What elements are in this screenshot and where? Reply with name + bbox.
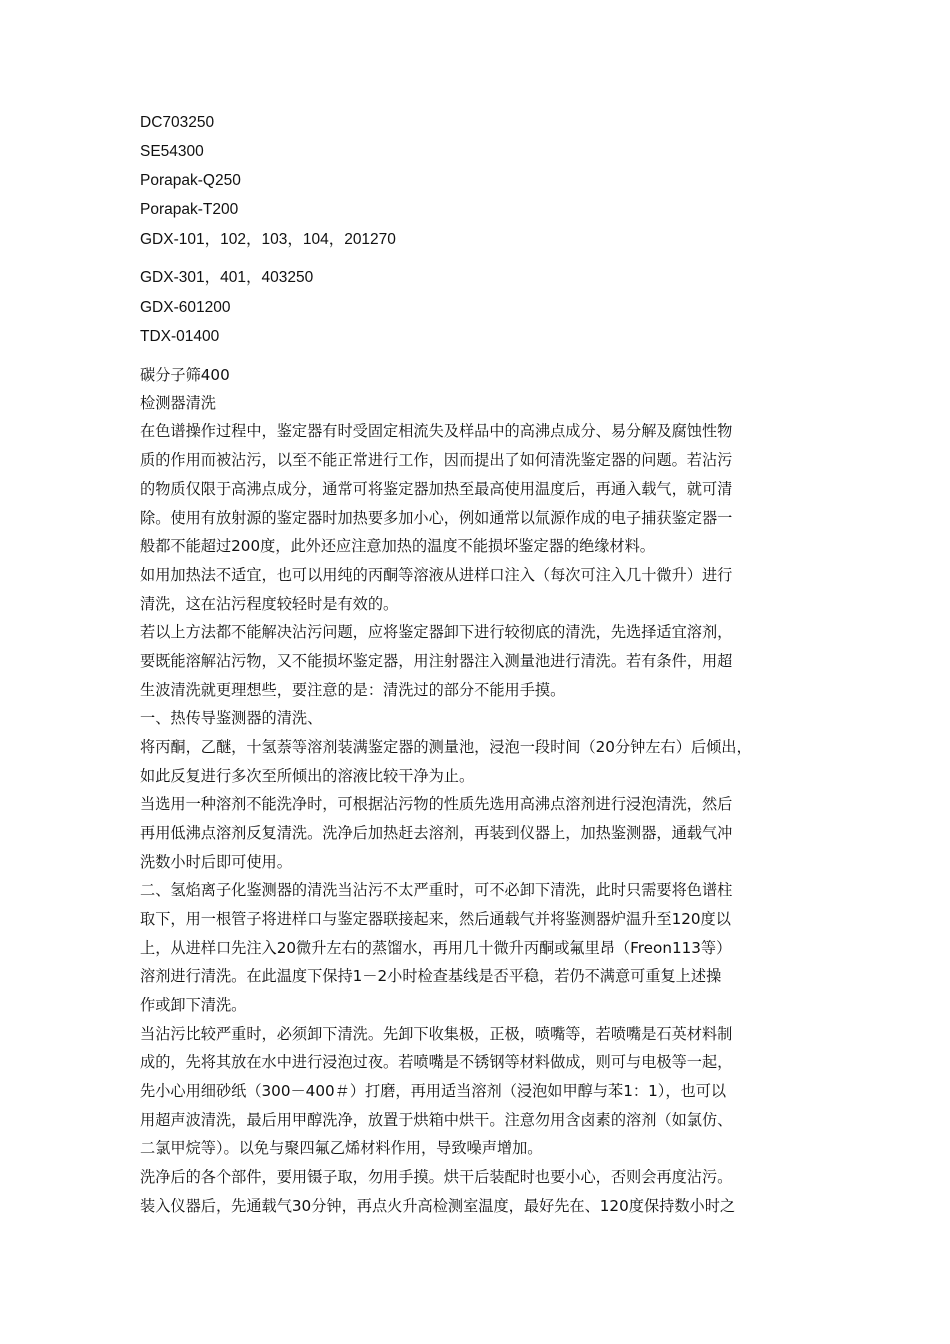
- paragraph-line: 洗数小时后即可使用。: [140, 853, 292, 871]
- paragraph-line: 要既能溶解沾污物，又不能损坏鉴定器，用注射器注入测量池进行清洗。若有条件，用超: [140, 652, 733, 670]
- paragraph-line: 除。使用有放射源的鉴定器时加热要多加小心，例如通常以氚源作成的电子捕获鉴定器一: [140, 509, 733, 527]
- paragraph-line: 如用加热法不适宜，也可以用纯的丙酮等溶液从进样口注入（每次可注入几十微升）进行: [140, 566, 733, 584]
- paragraph-line: 先小心用细砂纸（300－400＃）打磨，再用适当溶剂（浸泡如甲醇与苯1：1），也可以: [140, 1082, 727, 1100]
- section-heading: 一、热传导鉴测器的清洗、: [140, 709, 323, 727]
- text-line: GDX-101，102，103，104，201270: [140, 231, 396, 248]
- text-line: DC703250: [140, 114, 215, 131]
- paragraph-line: 再用低沸点溶剂反复清洗。洗净后加热赶去溶剂，再装到仪器上，加热鉴测器，通载气冲: [140, 824, 733, 842]
- paragraph-line: 洗净后的各个部件，要用镊子取，勿用手摸。烘干后装配时也要小心，否则会再度沾污。: [140, 1168, 733, 1186]
- paragraph-line: 当沾污比较严重时，必须卸下清洗。先卸下收集极，正极，喷嘴等，若喷嘴是石英材料制: [140, 1025, 733, 1043]
- paragraph-line: 用超声波清洗，最后用甲醇洗净，放置于烘箱中烘干。注意勿用含卤素的溶剂（如氯仿、: [140, 1111, 733, 1129]
- text-line: SE54300: [140, 143, 204, 160]
- paragraph-line: 溶剂进行清洗。在此温度下保持1－2小时检查基线是否平稳，若仍不满意可重复上述操: [140, 967, 722, 985]
- paragraph-line: 的物质仅限于高沸点成分，通常可将鉴定器加热至最高使用温度后，再通入载气，就可清: [140, 480, 733, 498]
- paragraph-line: 若以上方法都不能解决沾污问题，应将鉴定器卸下进行较彻底的清洗，先选择适宜溶剂，: [140, 623, 733, 641]
- paragraph-line: 将丙酮，乙醚，十氢萘等溶剂装满鉴定器的测量池，浸泡一段时间（20分钟左右）后倾出，: [140, 738, 752, 756]
- paragraph-line: 质的作用而被沾污，以至不能正常进行工作，因而提出了如何清洗鉴定器的问题。若沾污: [140, 451, 733, 469]
- text-line: Porapak-T200: [140, 201, 239, 218]
- paragraph-line: 二氯甲烷等）。以免与聚四氟乙烯材料作用，导致噪声增加。: [140, 1139, 543, 1157]
- paragraph-line: 生波清洗就更理想些，要注意的是：清洗过的部分不能用手摸。: [140, 681, 566, 699]
- paragraph-line: 在色谱操作过程中，鉴定器有时受固定相流失及样品中的高沸点成分、易分解及腐蚀性物: [140, 422, 733, 440]
- paragraph-line: 当选用一种溶剂不能洗净时，可根据沾污物的性质先选用高沸点溶剂进行浸泡清洗，然后: [140, 795, 733, 813]
- paragraph-line: 如此反复进行多次至所倾出的溶液比较干净为止。: [140, 767, 475, 785]
- text-line: GDX-601200: [140, 299, 231, 316]
- text-line: GDX-301，401，403250: [140, 269, 314, 286]
- section-heading: 检测器清洗: [140, 394, 216, 412]
- paragraph-line: 作或卸下清洗。: [140, 996, 247, 1014]
- paragraph-line: 取下，用一根管子将进样口与鉴定器联接起来，然后通载气并将鉴测器炉温升至120度以: [140, 910, 731, 928]
- paragraph-line: 清洗，这在沾污程度较轻时是有效的。: [140, 595, 399, 613]
- paragraph-line: 般都不能超过200度，此外还应注意加热的温度不能损坏鉴定器的绝缘材料。: [140, 537, 655, 555]
- text-line: Porapak-Q250: [140, 172, 241, 189]
- text-line: TDX-01400: [140, 328, 220, 345]
- paragraph-line: 装入仪器后，先通载气30分钟，再点火升高检测室温度，最好先在、120度保持数小时之: [140, 1197, 736, 1215]
- text-line: 碳分子筛400: [140, 366, 230, 384]
- section-heading: 二、氢焰离子化鉴测器的清洗当沾污不太严重时，可不必卸下清洗，此时只需要将色谱柱: [140, 881, 733, 899]
- paragraph-line: 上，从进样口先注入20微升左右的蒸馏水，再用几十微升丙酮或氟里昂（Freon113等）: [140, 939, 732, 957]
- paragraph-line: 成的，先将其放在水中进行浸泡过夜。若喷嘴是不锈钢等材料做成，则可与电极等一起，: [140, 1053, 733, 1071]
